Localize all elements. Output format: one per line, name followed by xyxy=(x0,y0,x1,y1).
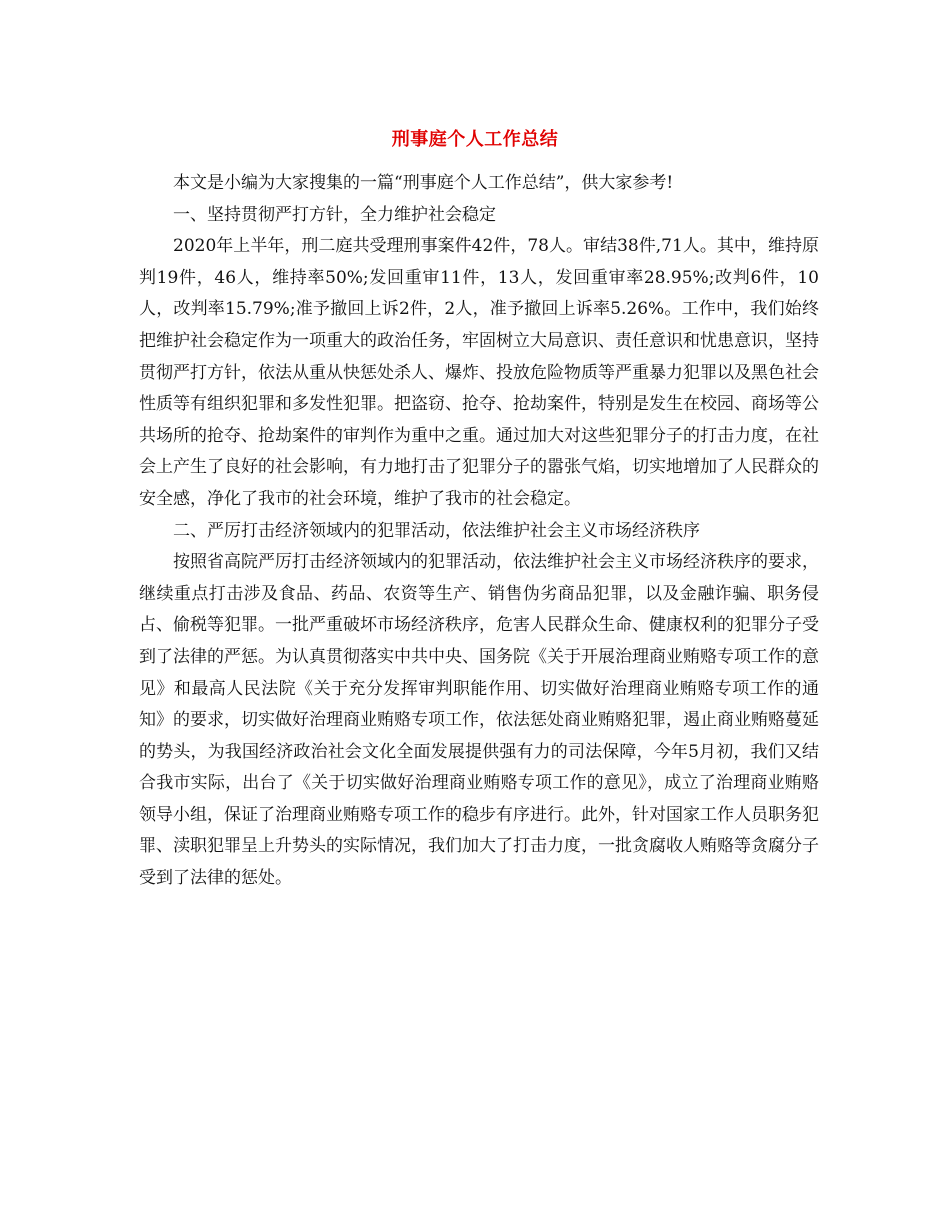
intro-paragraph: 本文是小编为大家搜集的一篇“刑事庭个人工作总结”，供大家参考! xyxy=(173,173,674,193)
section-1-paragraph: 2020年上半年，刑二庭共受理刑事案件42件，78人。审结38件,71人。其中，维持原判19件，46人，维持率50%;发回重审11件，13人，发回重审率28.95%;改判6件，10人，改判率15.79%;准予撤回上诉2件，2人，准予撤回上诉率5.26%。工作中，我们始终把维护社会稳定作为一项重大的政治任务，牢固树立大局意识、责任意识和忧患意识，坚持贯彻严打方针，依法从重从快惩处杀人、爆炸、投放危险物质等严重暴力犯罪以及黑色社会性质等有组织犯罪和多发性犯罪。把盗窃、抢夺、抢劫案件，特别是发生在校园、商场等公共场所的抢夺、抢劫案件的审判作为重中之重。通过加大对这些犯罪分子的打击力度，在社会上产生了良好的社会影响，有力地打击了犯罪分子的嚣张气焰，切实地增加了人民群众的安全感，净化了我市的社会环境，维护了我市的社会稳定。 xyxy=(139,236,819,509)
document-body xyxy=(139,168,819,895)
section-heading-1: 一、坚持贯彻严打方针，全力维护社会稳定 xyxy=(173,204,496,225)
section-heading-2: 二、严厉打击经济领域内的犯罪活动，依法维护社会主义市场经济秩序 xyxy=(173,520,700,541)
document-title: 刑事庭个人工作总结 xyxy=(391,129,559,150)
section-2-paragraph: 按照省高院严厉打击经济领域内的犯罪活动，依法维护社会主义市场经济秩序的要求，继续重点打击涉及食品、药品、农资等生产、销售伪劣商品犯罪，以及金融诈骗、职务侵占、偷税等犯罪。一批严重破坏市场经济秩序，危害人民群众生命、健康权利的犯罪分子受到了法律的严惩。为认真贯彻落实中共中央、国务院《关于开展治理商业贿赂专项工作的意见》和最高人民法院《关于充分发挥审判职能作用、切实做好治理商业贿赂专项工作的通知》的要求，切实做好治理商业贿赂专项工作，依法惩处商业贿赂犯罪，遏止商业贿赂蔓延的势头，为我国经济政治社会文化全面发展提供强有力的司法保障，今年5月初，我们又结合我市实际，出台了《关于切实做好治理商业贿赂专项工作的意见》，成立了治理商业贿赂领导小组，保证了治理商业贿赂专项工作的稳步有序进行。此外，针对国家工作人员职务犯罪、渎职犯罪呈上升势头的实际情况，我们加大了打击力度，一批贪腐收人贿赂等贪腐分子受到了法律的惩处。 xyxy=(139,552,819,889)
